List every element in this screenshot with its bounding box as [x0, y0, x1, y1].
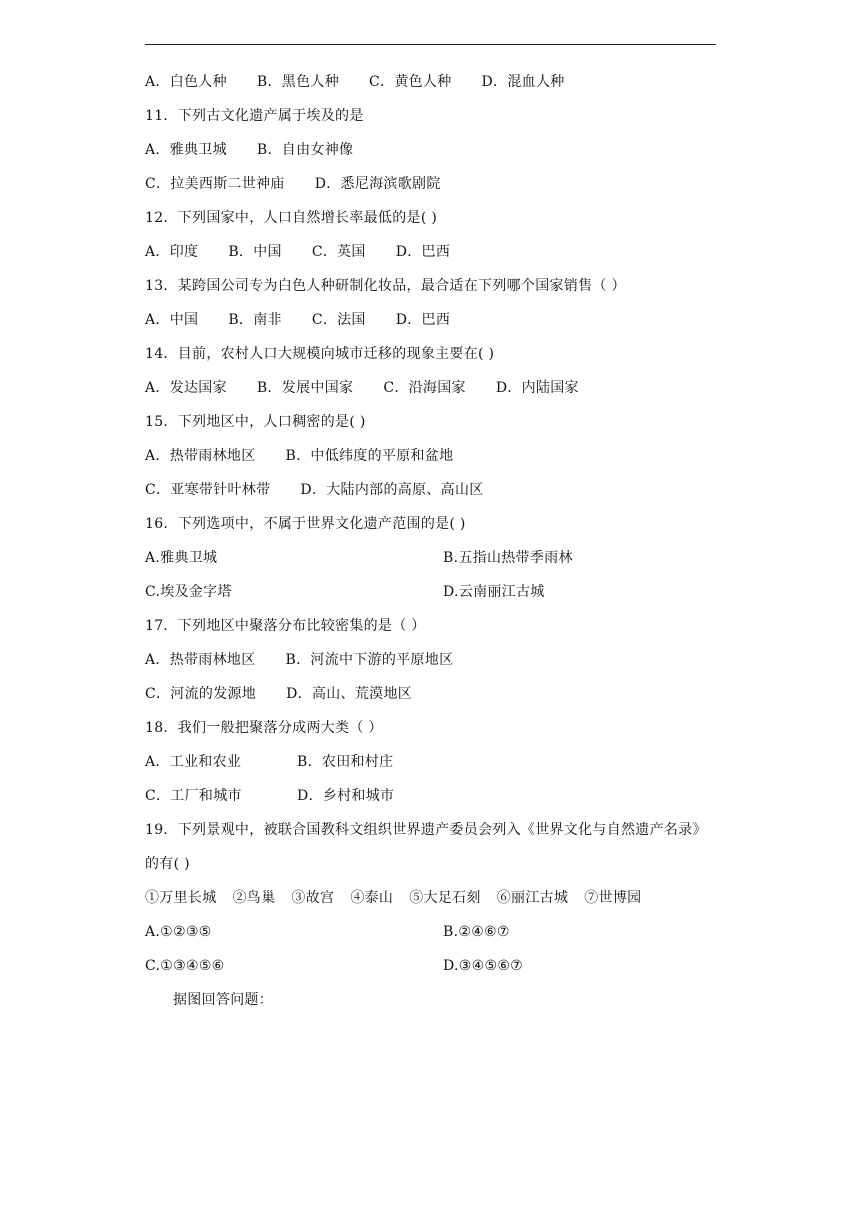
answer-option: C．拉美西斯二世神庙 [145, 176, 285, 192]
answer-option: ⑤大足石刻 [409, 890, 481, 906]
answer-option: C．沿海国家 [383, 380, 466, 396]
question-text: 17．下列地区中聚落分布比较密集的是（ ） [145, 618, 426, 634]
option-row [145, 750, 725, 784]
answer-option: D.云南丽江古城 [443, 584, 545, 600]
option-row [145, 546, 725, 580]
answer-option: A．工业和农业 [145, 754, 242, 770]
question-text: 18．我们一般把聚落分成两大类（ ） [145, 720, 383, 736]
option-row [145, 70, 725, 104]
answer-option: B．自由女神像 [256, 142, 354, 158]
answer-option: B．中低纬度的平原和盆地 [285, 448, 454, 464]
answer-option: A．热带雨林地区 [145, 652, 256, 668]
answer-option: C.①③④⑤⑥ [145, 958, 225, 974]
instruction-text: 据图回答问题： [173, 992, 274, 1008]
option-row [145, 886, 725, 920]
answer-option: A．白色人种 [145, 74, 227, 90]
option-row [145, 682, 725, 716]
answer-option: ①万里长城 [145, 890, 217, 906]
answer-option: C．河流的发源地 [145, 686, 257, 702]
question-text: 19．下列景观中，被联合国教科文组织世界遗产委员会列入《世界文化与自然遗产名录》 [145, 822, 707, 838]
answer-option: D．混血人种 [481, 74, 565, 90]
answer-option: A.①②③⑤ [145, 924, 212, 940]
answer-option: A.雅典卫城 [145, 550, 218, 566]
answer-option: D.③④⑤⑥⑦ [443, 958, 524, 974]
option-row [145, 920, 725, 954]
option-row [145, 478, 725, 512]
option-row [145, 954, 725, 988]
answer-option: ③故宫 [291, 890, 335, 906]
answer-option: B．农田和村庄 [297, 754, 394, 770]
answer-option: C．黄色人种 [369, 74, 452, 90]
answer-option: C．英国 [311, 244, 366, 260]
question-text: 13．某跨国公司专为白色人种研制化妆品，最合适在下列哪个国家销售（ ） [145, 278, 626, 294]
answer-option: B．河流中下游的平原地区 [285, 652, 454, 668]
answer-option: B．南非 [228, 312, 282, 328]
answer-option: A．发达国家 [145, 380, 227, 396]
option-row [145, 444, 725, 478]
question-text: 14．目前，农村人口大规模向城市迁移的现象主要在( ) [145, 346, 495, 362]
answer-option: B．黑色人种 [256, 74, 340, 90]
answer-option: D．乡村和城市 [297, 788, 395, 804]
option-row [145, 240, 725, 274]
answer-option: D．悉尼海滨歌剧院 [314, 176, 441, 192]
answer-option: C．法国 [311, 312, 366, 328]
answer-option: B．发展中国家 [256, 380, 354, 396]
option-row [145, 308, 725, 342]
option-row [145, 138, 725, 172]
answer-option: B.五指山热带季雨林 [443, 550, 573, 566]
option-row [145, 172, 725, 206]
answer-option: B.②④⑥⑦ [443, 924, 510, 940]
answer-option: C．工厂和城市 [145, 788, 242, 804]
answer-option: B．中国 [228, 244, 282, 260]
answer-option: A．中国 [145, 312, 199, 328]
answer-option: A．热带雨林地区 [145, 448, 256, 464]
answer-option: D．内陆国家 [495, 380, 579, 396]
answer-option: ④泰山 [350, 890, 394, 906]
answer-option: D．巴西 [395, 244, 451, 260]
answer-option: D．高山、荒漠地区 [286, 686, 413, 702]
answer-option: ⑥丽江古城 [496, 890, 569, 906]
option-row [145, 580, 725, 614]
answer-option: ⑦世博园 [584, 890, 642, 906]
answer-option: D．大陆内部的高原、高山区 [300, 482, 484, 498]
question-text: 12．下列国家中，人口自然增长率最低的是( ) [145, 210, 438, 226]
answer-option: A．雅典卫城 [145, 142, 227, 158]
answer-option: D．巴西 [395, 312, 451, 328]
option-row [145, 648, 725, 682]
header-rule [145, 44, 716, 45]
option-row [145, 784, 725, 818]
answer-option: A．印度 [145, 244, 199, 260]
answer-option: C．亚寒带针叶林带 [145, 482, 271, 498]
question-text: 11．下列古文化遗产属于埃及的是 [145, 108, 364, 124]
document-body [145, 70, 725, 1022]
question-text: 15．下列地区中，人口稠密的是( ) [145, 414, 366, 430]
answer-option: ②鸟巢 [232, 890, 276, 906]
option-row [145, 376, 725, 410]
answer-option: C.埃及金字塔 [145, 584, 232, 600]
question-text: 的有( ) [145, 856, 190, 872]
question-text: 16．下列选项中，不属于世界文化遗产范围的是( ) [145, 516, 466, 532]
